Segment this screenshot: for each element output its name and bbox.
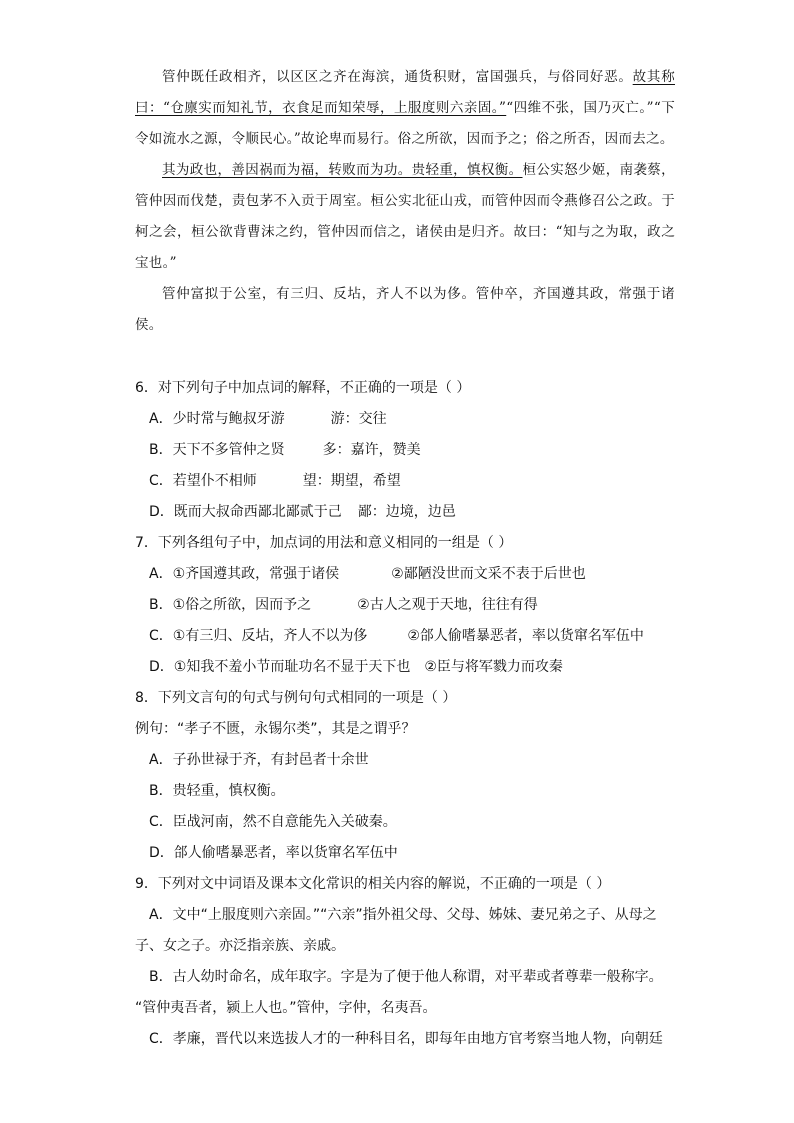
passage-text: 桓公实怒少姬，南袭蔡，管仲因而伐楚，责包茅不入贡于周室。桓公实北征山戎，而管仲因而令燕修召公之政。于柯之会，桓公欲背曹沫之约，管仲因而信之，诸侯由是归齐。故曰：“知与之为取，政之宝也。”	[135, 162, 675, 271]
question-8-option-b: B．贵轻重，慎权衡。	[149, 783, 285, 799]
option-gloss: 多：嘉许，赞美	[322, 442, 421, 458]
option-first: B．①俗之所欲，因而予之	[149, 597, 312, 613]
question-8-option-a: A．子孙世禄于齐，有封邑者十余世	[149, 752, 369, 768]
question-7-option-a	[135, 559, 675, 590]
question-8-option-d: D．郃人偷嗜暴恶者，率以货窜名军伍中	[149, 845, 398, 861]
question-8-example: 例句：“孝子不匮，永锡尔类”，其是之谓乎？	[135, 721, 416, 737]
option-sentence: A．少时常与鲍叔牙游	[149, 411, 285, 427]
option-gloss: 鄙：边境，边邑	[357, 504, 456, 520]
question-6-option-a	[135, 404, 675, 435]
underlined-sentence: 其为政也，善因祸而为福，转败而为功。贵轻重，慎权衡。	[162, 162, 523, 178]
question-6-option-d	[135, 497, 675, 528]
option-first: A．①齐国遵其政，常强于诸侯	[149, 566, 340, 582]
option-gloss: 望：期望，希望	[302, 473, 401, 489]
passage-text: 管仲既任政相齐，以区区之齐在海滨，通货积财，富国强兵，与俗同好恶。	[162, 69, 633, 85]
question-7-option-b	[135, 590, 675, 621]
option-second: ②臣与将军戮力而攻秦	[424, 659, 563, 675]
question-6-stem: 6．对下列句子中加点词的解释，不正确的一项是（ ）	[135, 380, 471, 396]
question-9-option-b-line-1: B．古人幼时命名，成年取字。字是为了便于他人称谓，对平辈或者尊辈一般称字。	[149, 969, 663, 985]
option-sentence: C．若望仆不相师	[149, 473, 257, 489]
passage-paragraph-3	[135, 279, 675, 341]
question-9-option-c-line-1: C．孝廉，晋代以来选拔人才的一种科目名，即每年由地方官考察当地人物，向朝廷	[149, 1031, 663, 1047]
question-9-stem: 9．下列对文中词语及课本文化常识的相关内容的解说，不正确的一项是（ ）	[135, 876, 611, 892]
underlined-sentence: 故其称曰：“仓廪实而知礼节，衣食足而知荣辱，上服度则六亲固。”	[135, 69, 675, 116]
option-sentence: D．既而大叔命西鄙北鄙贰于己	[149, 504, 342, 520]
passage-paragraph-2	[135, 155, 675, 279]
passage-paragraph-1	[135, 62, 675, 155]
option-second: ②古人之观于天地，往往有得	[357, 597, 538, 613]
question-9-option-a-line-2: 子、女之子。亦泛指亲族、亲戚。	[135, 938, 345, 954]
question-8-stem: 8．下列文言句的句式与例句句式相同的一项是（ ）	[135, 690, 457, 706]
option-sentence: B．天下不多管仲之贤	[149, 442, 285, 458]
option-second: ②郃人偷嗜暴恶者，率以货窜名军伍中	[407, 628, 644, 644]
question-9-option-b-line-2: “管仲夷吾者，颍上人也。”管仲，字仲，名夷吾。	[135, 1000, 437, 1016]
reading-passage	[135, 62, 675, 341]
question-7-option-c	[135, 621, 675, 652]
question-6-option-c	[135, 466, 675, 497]
questions-section	[135, 373, 675, 1055]
option-gloss: 游：交往	[330, 411, 387, 427]
passage-text: 管仲富拟于公室，有三归、反坫，齐人不以为侈。管仲卒，齐国遵其政，常强于诸侯。	[135, 286, 675, 333]
option-second: ②鄙陋没世而文采不表于后世也	[391, 566, 586, 582]
passage-text: “四维不张，国乃灭亡。”“下令如流水之源，令顺民心。”故论卑而易行。俗之所欲，因而予之；俗之所否，因而去之。	[135, 100, 676, 147]
question-9-option-a-line-1: A．文中“上服度则六亲固。”“六亲”指外祖父母、父母、姊妹、妻兄弟之子、从母之	[149, 907, 657, 923]
question-6-option-b	[135, 435, 675, 466]
option-first: D．①知我不羞小节而耻功名不显于天下也	[149, 659, 411, 675]
question-7-option-d	[135, 652, 675, 683]
option-first: C．①有三归、反坫，齐人不以为侈	[149, 628, 368, 644]
question-7-stem: 7．下列各组句子中，加点词的用法和意义相同的一组是（ ）	[135, 535, 513, 551]
question-8-option-c: C．臣战河南，然不自意能先入关破秦。	[149, 814, 397, 830]
